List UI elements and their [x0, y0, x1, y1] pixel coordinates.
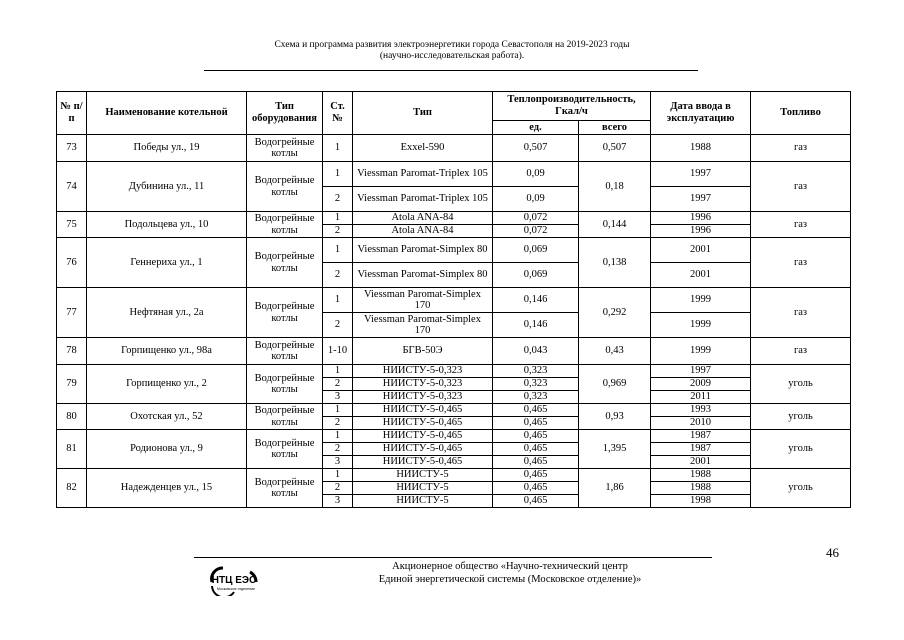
col-fuel-header: Топливо: [751, 92, 851, 135]
boiler-type-cell: Viessman Paromat-Simplex 170: [353, 313, 493, 338]
page-footer: [300, 560, 720, 586]
unit-capacity-cell: 0,323: [493, 391, 579, 404]
unit-capacity-cell: 0,465: [493, 495, 579, 508]
station-number-cell: 1: [323, 430, 353, 443]
unit-capacity-cell: 0,465: [493, 417, 579, 430]
station-number-cell: 1-10: [323, 338, 353, 365]
commission-date-cell: 1999: [651, 338, 751, 365]
row-number-cell: 82: [57, 469, 87, 508]
fuel-cell: уголь: [751, 404, 851, 430]
station-number-cell: 2: [323, 482, 353, 495]
boiler-name-cell: Нефтяная ул., 2а: [87, 288, 247, 338]
boiler-type-cell: Viessman Paromat-Triplex 105: [353, 162, 493, 187]
svg-text:НТЦ ЕЭС: НТЦ ЕЭС: [211, 575, 257, 586]
commission-date-cell: 1987: [651, 443, 751, 456]
svg-text:Московское отделение: Московское отделение: [216, 587, 256, 591]
station-number-cell: 3: [323, 456, 353, 469]
equipment-type-cell: Водогрейные котлы: [247, 162, 323, 212]
row-number-cell: 79: [57, 365, 87, 404]
table-row: [57, 288, 851, 313]
unit-capacity-cell: 0,072: [493, 225, 579, 238]
unit-capacity-cell: 0,043: [493, 338, 579, 365]
col-name-header: Наименование котельной: [87, 92, 247, 135]
col-capacity-header: Теплопроизводительность, Гкал/ч: [493, 92, 651, 121]
fuel-cell: газ: [751, 212, 851, 238]
col-unit-capacity-header: ед.: [493, 121, 579, 135]
boiler-type-cell: НИИСТУ-5-0,465: [353, 404, 493, 417]
commission-date-cell: 1997: [651, 187, 751, 212]
commission-date-cell: 1998: [651, 495, 751, 508]
boiler-type-cell: Viessman Paromat-Simplex 80: [353, 263, 493, 288]
header-line-2: (научно-исследовательская работа).: [379, 51, 525, 61]
commission-date-cell: 1987: [651, 430, 751, 443]
footer-line-2: Единой энергетической системы (Московское отделение)»: [378, 574, 642, 585]
row-number-cell: 75: [57, 212, 87, 238]
total-capacity-cell: 0,43: [579, 338, 651, 365]
boiler-type-cell: НИИСТУ-5: [353, 495, 493, 508]
table-row: [57, 238, 851, 263]
commission-date-cell: 2011: [651, 391, 751, 404]
station-number-cell: 2: [323, 313, 353, 338]
commission-date-cell: 1997: [651, 365, 751, 378]
commission-date-cell: 1996: [651, 212, 751, 225]
commission-date-cell: 2009: [651, 378, 751, 391]
total-capacity-cell: 0,93: [579, 404, 651, 430]
commission-date-cell: 2010: [651, 417, 751, 430]
boiler-type-cell: НИИСТУ-5-0,465: [353, 430, 493, 443]
total-capacity-cell: 0,18: [579, 162, 651, 212]
boiler-name-cell: Горпищенко ул., 98а: [87, 338, 247, 365]
boiler-type-cell: Viessman Paromat-Simplex 170: [353, 288, 493, 313]
footer-divider: [194, 557, 712, 558]
fuel-cell: газ: [751, 238, 851, 288]
table-row: [57, 212, 851, 225]
unit-capacity-cell: 0,146: [493, 313, 579, 338]
page-header: [0, 40, 904, 62]
table-body: [57, 135, 851, 508]
col-date-header: Дата ввода в эксплуатацию: [651, 92, 751, 135]
boiler-type-cell: НИИСТУ-5-0,465: [353, 456, 493, 469]
col-equip-header: Тип оборудования: [247, 92, 323, 135]
unit-capacity-cell: 0,069: [493, 263, 579, 288]
station-number-cell: 2: [323, 443, 353, 456]
fuel-cell: уголь: [751, 430, 851, 469]
station-number-cell: 2: [323, 417, 353, 430]
station-number-cell: 1: [323, 404, 353, 417]
station-number-cell: 2: [323, 225, 353, 238]
table-row: [57, 469, 851, 482]
commission-date-cell: 1999: [651, 313, 751, 338]
fuel-cell: газ: [751, 135, 851, 162]
table-row: [57, 338, 851, 365]
station-number-cell: 3: [323, 391, 353, 404]
unit-capacity-cell: 0,465: [493, 404, 579, 417]
station-number-cell: 3: [323, 495, 353, 508]
commission-date-cell: 2001: [651, 238, 751, 263]
unit-capacity-cell: 0,465: [493, 443, 579, 456]
commission-date-cell: 2001: [651, 263, 751, 288]
col-total-capacity-header: всего: [579, 121, 651, 135]
row-number-cell: 76: [57, 238, 87, 288]
commission-date-cell: 1997: [651, 162, 751, 187]
fuel-cell: уголь: [751, 365, 851, 404]
boiler-name-cell: Горпищенко ул., 2: [87, 365, 247, 404]
ntc-ees-logo: [206, 562, 262, 596]
boiler-name-cell: Родионова ул., 9: [87, 430, 247, 469]
unit-capacity-cell: 0,507: [493, 135, 579, 162]
commission-date-cell: 1999: [651, 288, 751, 313]
row-number-cell: 77: [57, 288, 87, 338]
boiler-type-cell: Viessman Paromat-Triplex 105: [353, 187, 493, 212]
unit-capacity-cell: 0,09: [493, 162, 579, 187]
fuel-cell: газ: [751, 288, 851, 338]
col-st-header: Ст. №: [323, 92, 353, 135]
equipment-type-cell: Водогрейные котлы: [247, 238, 323, 288]
unit-capacity-cell: 0,069: [493, 238, 579, 263]
commission-date-cell: 1993: [651, 404, 751, 417]
total-capacity-cell: 0,969: [579, 365, 651, 404]
unit-capacity-cell: 0,465: [493, 456, 579, 469]
row-number-cell: 78: [57, 338, 87, 365]
commission-date-cell: 1988: [651, 469, 751, 482]
commission-date-cell: 1988: [651, 482, 751, 495]
total-capacity-cell: 0,292: [579, 288, 651, 338]
station-number-cell: 1: [323, 238, 353, 263]
station-number-cell: 1: [323, 212, 353, 225]
boiler-name-cell: Победы ул., 19: [87, 135, 247, 162]
total-capacity-cell: 0,144: [579, 212, 651, 238]
total-capacity-cell: 1,395: [579, 430, 651, 469]
station-number-cell: 1: [323, 365, 353, 378]
table-row: [57, 430, 851, 443]
unit-capacity-cell: 0,146: [493, 288, 579, 313]
equipment-type-cell: Водогрейные котлы: [247, 469, 323, 508]
boiler-name-cell: Охотская ул., 52: [87, 404, 247, 430]
boiler-type-cell: Viessman Paromat-Simplex 80: [353, 238, 493, 263]
commission-date-cell: 1988: [651, 135, 751, 162]
commission-date-cell: 2001: [651, 456, 751, 469]
boiler-type-cell: НИИСТУ-5-0,323: [353, 378, 493, 391]
unit-capacity-cell: 0,072: [493, 212, 579, 225]
unit-capacity-cell: 0,465: [493, 430, 579, 443]
boiler-type-cell: Atola ANA-84: [353, 212, 493, 225]
total-capacity-cell: 1,86: [579, 469, 651, 508]
station-number-cell: 1: [323, 135, 353, 162]
boiler-name-cell: Дубинина ул., 11: [87, 162, 247, 212]
fuel-cell: газ: [751, 162, 851, 212]
total-capacity-cell: 0,138: [579, 238, 651, 288]
row-number-cell: 81: [57, 430, 87, 469]
unit-capacity-cell: 0,09: [493, 187, 579, 212]
boiler-type-cell: НИИСТУ-5: [353, 469, 493, 482]
commission-date-cell: 1996: [651, 225, 751, 238]
boiler-type-cell: Exxel-590: [353, 135, 493, 162]
station-number-cell: 2: [323, 187, 353, 212]
equipment-type-cell: Водогрейные котлы: [247, 288, 323, 338]
station-number-cell: 2: [323, 263, 353, 288]
row-number-cell: 80: [57, 404, 87, 430]
row-number-cell: 74: [57, 162, 87, 212]
boiler-type-cell: НИИСТУ-5-0,323: [353, 391, 493, 404]
col-type-header: Тип: [353, 92, 493, 135]
header-divider: [204, 70, 698, 71]
unit-capacity-cell: 0,465: [493, 469, 579, 482]
boiler-type-cell: НИИСТУ-5-0,465: [353, 443, 493, 456]
boiler-type-cell: НИИСТУ-5-0,465: [353, 417, 493, 430]
boiler-name-cell: Подольцева ул., 10: [87, 212, 247, 238]
table-row: [57, 162, 851, 187]
boiler-type-cell: Atola ANA-84: [353, 225, 493, 238]
fuel-cell: уголь: [751, 469, 851, 508]
equipment-type-cell: Водогрейные котлы: [247, 212, 323, 238]
footer-line-1: Акционерное общество «Научно-технический центр: [392, 561, 628, 572]
station-number-cell: 2: [323, 378, 353, 391]
station-number-cell: 1: [323, 288, 353, 313]
unit-capacity-cell: 0,323: [493, 365, 579, 378]
col-num-header: № п/п: [57, 92, 87, 135]
boiler-type-cell: НИИСТУ-5: [353, 482, 493, 495]
table-row: [57, 135, 851, 162]
station-number-cell: 1: [323, 162, 353, 187]
header-line-1: Схема и программа развития электроэнергетики города Севастополя на 2019-2023 годы: [274, 40, 630, 50]
fuel-cell: газ: [751, 338, 851, 365]
equipment-type-cell: Водогрейные котлы: [247, 430, 323, 469]
page-number: 46: [826, 545, 839, 560]
row-number-cell: 73: [57, 135, 87, 162]
total-capacity-cell: 0,507: [579, 135, 651, 162]
unit-capacity-cell: 0,323: [493, 378, 579, 391]
boiler-type-cell: НИИСТУ-5-0,323: [353, 365, 493, 378]
unit-capacity-cell: 0,465: [493, 482, 579, 495]
boiler-name-cell: Надежденцев ул., 15: [87, 469, 247, 508]
boiler-table: [56, 91, 851, 508]
boiler-name-cell: Геннериха ул., 1: [87, 238, 247, 288]
equipment-type-cell: Водогрейные котлы: [247, 365, 323, 404]
table-row: [57, 365, 851, 378]
equipment-type-cell: Водогрейные котлы: [247, 404, 323, 430]
boiler-type-cell: БГВ-50Э: [353, 338, 493, 365]
station-number-cell: 1: [323, 469, 353, 482]
equipment-type-cell: Водогрейные котлы: [247, 338, 323, 365]
table-row: [57, 404, 851, 417]
equipment-type-cell: Водогрейные котлы: [247, 135, 323, 162]
